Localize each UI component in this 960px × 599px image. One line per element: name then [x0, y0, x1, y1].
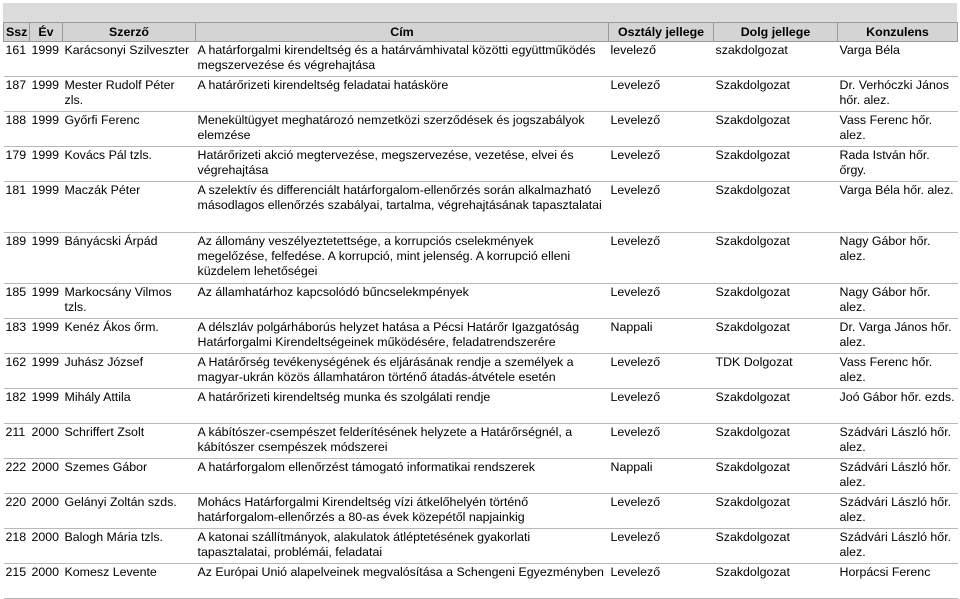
cell-dolg: Szakdolgozat — [714, 389, 838, 424]
cell-szerzo: Kovács Pál tzls. — [63, 147, 196, 182]
cell-dolg: Szakdolgozat — [714, 182, 838, 233]
cell-szerzo: Komesz Levente — [63, 564, 196, 599]
cell-osztaly: Levelező — [609, 182, 714, 233]
cell-szerzo: Maczák Péter — [63, 182, 196, 233]
cell-ev: 1999 — [30, 112, 63, 147]
cell-ev: 2000 — [30, 424, 63, 459]
cell-cim: Menekültügyet meghatározó nemzetközi szerződések és jogszabályok elemzése — [196, 112, 609, 147]
cell-ssz: 185 — [4, 284, 30, 319]
cell-szerzo: Mihály Attila — [63, 389, 196, 424]
cell-konzulens: Szádvári László hőr. alez. — [838, 529, 958, 564]
cell-osztaly: Levelező — [609, 284, 714, 319]
cell-osztaly: Levelező — [609, 77, 714, 112]
header-row — [4, 23, 958, 42]
table-row[interactable] — [4, 147, 958, 182]
table-row[interactable] — [4, 182, 958, 233]
cell-ev: 2000 — [30, 459, 63, 494]
cell-ev: 1999 — [30, 389, 63, 424]
cell-cim: A Határőrség tevékenységének és eljárásának rendje a személyek a magyar-ukrán közös államhatáron történő átadás-átvétele esetén — [196, 354, 609, 389]
cell-ssz: 187 — [4, 77, 30, 112]
table-body — [4, 42, 958, 599]
cell-dolg: Szakdolgozat — [714, 529, 838, 564]
cell-ssz: 188 — [4, 112, 30, 147]
cell-cim: Az állomány veszélyeztetettsége, a korrupciós cselekmények megelőzése, felfedése. A korrupció, mint jelenség. A korrupció elleni küzdelem lehetőségei — [196, 233, 609, 284]
header-konzulens[interactable]: Konzulens — [838, 23, 958, 42]
table-row[interactable] — [4, 42, 958, 77]
cell-ssz: 183 — [4, 319, 30, 354]
table-row[interactable] — [4, 564, 958, 599]
table-row[interactable] — [4, 424, 958, 459]
cell-ev: 1999 — [30, 319, 63, 354]
cell-cim: A délszláv polgárháborús helyzet hatása a Pécsi Határőr Igazgatóság Határforgalmi Kirendeltségeinek működésére, feladatrendszerére — [196, 319, 609, 354]
cell-dolg: Szakdolgozat — [714, 424, 838, 459]
cell-cim: Mohács Határforgalmi Kirendeltség vízi átkelőhelyén történő határforgalom-ellenőrzés a 80-as évek közepétől napjainkig — [196, 494, 609, 529]
cell-osztaly: Levelező — [609, 354, 714, 389]
header-osztaly[interactable]: Osztály jellege — [609, 23, 714, 42]
cell-cim: A határőrizeti kirendeltség feladatai hatásköre — [196, 77, 609, 112]
cell-szerzo: Karácsonyi Szilveszter — [63, 42, 196, 77]
cell-konzulens: Rada István hőr. őrgy. — [838, 147, 958, 182]
table-row[interactable] — [4, 284, 958, 319]
cell-ssz: 211 — [4, 424, 30, 459]
cell-ev: 1999 — [30, 77, 63, 112]
cell-osztaly: Levelező — [609, 564, 714, 599]
table-row[interactable] — [4, 494, 958, 529]
cell-konzulens: Szádvári László hőr. alez. — [838, 494, 958, 529]
cell-cim: A kábítószer-csempészet felderítésének helyzete a Határőrségnél, a kábítószer csempészek módszerei — [196, 424, 609, 459]
cell-osztaly: Levelező — [609, 233, 714, 284]
cell-ev: 2000 — [30, 529, 63, 564]
cell-dolg: Szakdolgozat — [714, 112, 838, 147]
top-toolbar-strip — [0, 0, 960, 22]
cell-szerzo: Bányácski Árpád — [63, 233, 196, 284]
cell-osztaly: levelező — [609, 42, 714, 77]
cell-dolg: Szakdolgozat — [714, 564, 838, 599]
table-row[interactable] — [4, 354, 958, 389]
cell-ev: 1999 — [30, 233, 63, 284]
table-row[interactable] — [4, 529, 958, 564]
cell-dolg: Szakdolgozat — [714, 284, 838, 319]
cell-dolg: TDK Dolgozat — [714, 354, 838, 389]
cell-osztaly: Levelező — [609, 424, 714, 459]
cell-konzulens: Dr. Varga János hőr. alez. — [838, 319, 958, 354]
cell-szerzo: Mester Rudolf Péter zls. — [63, 77, 196, 112]
cell-konzulens: Szádvári László hőr. alez. — [838, 459, 958, 494]
cell-szerzo: Gelányi Zoltán szds. — [63, 494, 196, 529]
cell-ssz: 162 — [4, 354, 30, 389]
cell-ev: 1999 — [30, 354, 63, 389]
table-row[interactable] — [4, 319, 958, 354]
cell-ssz: 182 — [4, 389, 30, 424]
cell-szerzo: Schriffert Zsolt — [63, 424, 196, 459]
table-row[interactable] — [4, 459, 958, 494]
cell-cim: A határforgalom ellenőrzést támogató informatikai rendszerek — [196, 459, 609, 494]
table-row[interactable] — [4, 77, 958, 112]
cell-szerzo: Balogh Mária tzls. — [63, 529, 196, 564]
cell-ev: 2000 — [30, 494, 63, 529]
cell-osztaly: Levelező — [609, 389, 714, 424]
cell-ssz: 215 — [4, 564, 30, 599]
header-dolg[interactable]: Dolg jellege — [714, 23, 838, 42]
cell-cim: Határőrizeti akció megtervezése, megszervezése, vezetése, elvei és végrehajtása — [196, 147, 609, 182]
cell-dolg: Szakdolgozat — [714, 459, 838, 494]
cell-cim: Az államhatárhoz kapcsolódó bűncselekmpények — [196, 284, 609, 319]
toolbar-background — [3, 3, 957, 22]
cell-szerzo: Szemes Gábor — [63, 459, 196, 494]
cell-ev: 2000 — [30, 564, 63, 599]
cell-cim: A határforgalmi kirendeltség és a határvámhivatal közötti együttműködés megszervezése és végrehajtása — [196, 42, 609, 77]
cell-szerzo: Markocsány Vilmos tzls. — [63, 284, 196, 319]
cell-konzulens: Vass Ferenc hőr. alez. — [838, 112, 958, 147]
cell-szerzo: Győrfi Ferenc — [63, 112, 196, 147]
table-row[interactable] — [4, 112, 958, 147]
cell-konzulens: Horpácsi Ferenc — [838, 564, 958, 599]
cell-cim: A határőrizeti kirendeltség munka és szolgálati rendje — [196, 389, 609, 424]
cell-osztaly: Levelező — [609, 112, 714, 147]
cell-szerzo: Juhász József — [63, 354, 196, 389]
header-cim[interactable]: Cím — [196, 23, 609, 42]
cell-konzulens: Nagy Gábor hőr. alez. — [838, 233, 958, 284]
header-ssz[interactable]: Ssz — [4, 23, 30, 42]
cell-konzulens: Dr. Verhóczki János hőr. alez. — [838, 77, 958, 112]
cell-osztaly: Nappali — [609, 319, 714, 354]
cell-ssz: 161 — [4, 42, 30, 77]
cell-dolg: Szakdolgozat — [714, 233, 838, 284]
cell-dolg: Szakdolgozat — [714, 494, 838, 529]
cell-cim: A szelektív és differenciált határforgalom-ellenőrzés során alkalmazható másodlagos ellenőrzés szabályai, tartalma, végrehajtásának tapasztalatai — [196, 182, 609, 233]
header-szerzo[interactable]: Szerző — [63, 23, 196, 42]
cell-ev: 1999 — [30, 284, 63, 319]
cell-osztaly: Nappali — [609, 459, 714, 494]
cell-konzulens: Szádvári László hőr. alez. — [838, 424, 958, 459]
cell-ssz: 179 — [4, 147, 30, 182]
table-row[interactable] — [4, 389, 958, 424]
cell-ssz: 220 — [4, 494, 30, 529]
cell-dolg: Szakdolgozat — [714, 77, 838, 112]
cell-ev: 1999 — [30, 182, 63, 233]
cell-cim: Az Európai Unió alapelveinek megvalósítása a Schengeni Egyezményben — [196, 564, 609, 599]
cell-ssz: 181 — [4, 182, 30, 233]
cell-ssz: 189 — [4, 233, 30, 284]
table-row[interactable] — [4, 233, 958, 284]
cell-szerzo: Kenéz Ákos őrm. — [63, 319, 196, 354]
cell-ev: 1999 — [30, 147, 63, 182]
cell-osztaly: Levelező — [609, 147, 714, 182]
cell-dolg: Szakdolgozat — [714, 319, 838, 354]
cell-konzulens: Nagy Gábor hőr. alez. — [838, 284, 958, 319]
cell-cim: A katonai szállítmányok, alakulatok átléptetésének gyakorlati tapasztalatai, problémái, feladatai — [196, 529, 609, 564]
cell-osztaly: Levelező — [609, 494, 714, 529]
thesis-table — [3, 22, 958, 599]
cell-dolg: Szakdolgozat — [714, 147, 838, 182]
cell-dolg: szakdolgozat — [714, 42, 838, 77]
cell-konzulens: Varga Béla hőr. alez. — [838, 182, 958, 233]
header-ev[interactable]: Év — [30, 23, 63, 42]
cell-konzulens: Varga Béla — [838, 42, 958, 77]
cell-konzulens: Vass Ferenc hőr. alez. — [838, 354, 958, 389]
cell-ev: 1999 — [30, 42, 63, 77]
cell-osztaly: Levelező — [609, 529, 714, 564]
cell-ssz: 222 — [4, 459, 30, 494]
cell-ssz: 218 — [4, 529, 30, 564]
cell-konzulens: Joó Gábor hőr. ezds. — [838, 389, 958, 424]
